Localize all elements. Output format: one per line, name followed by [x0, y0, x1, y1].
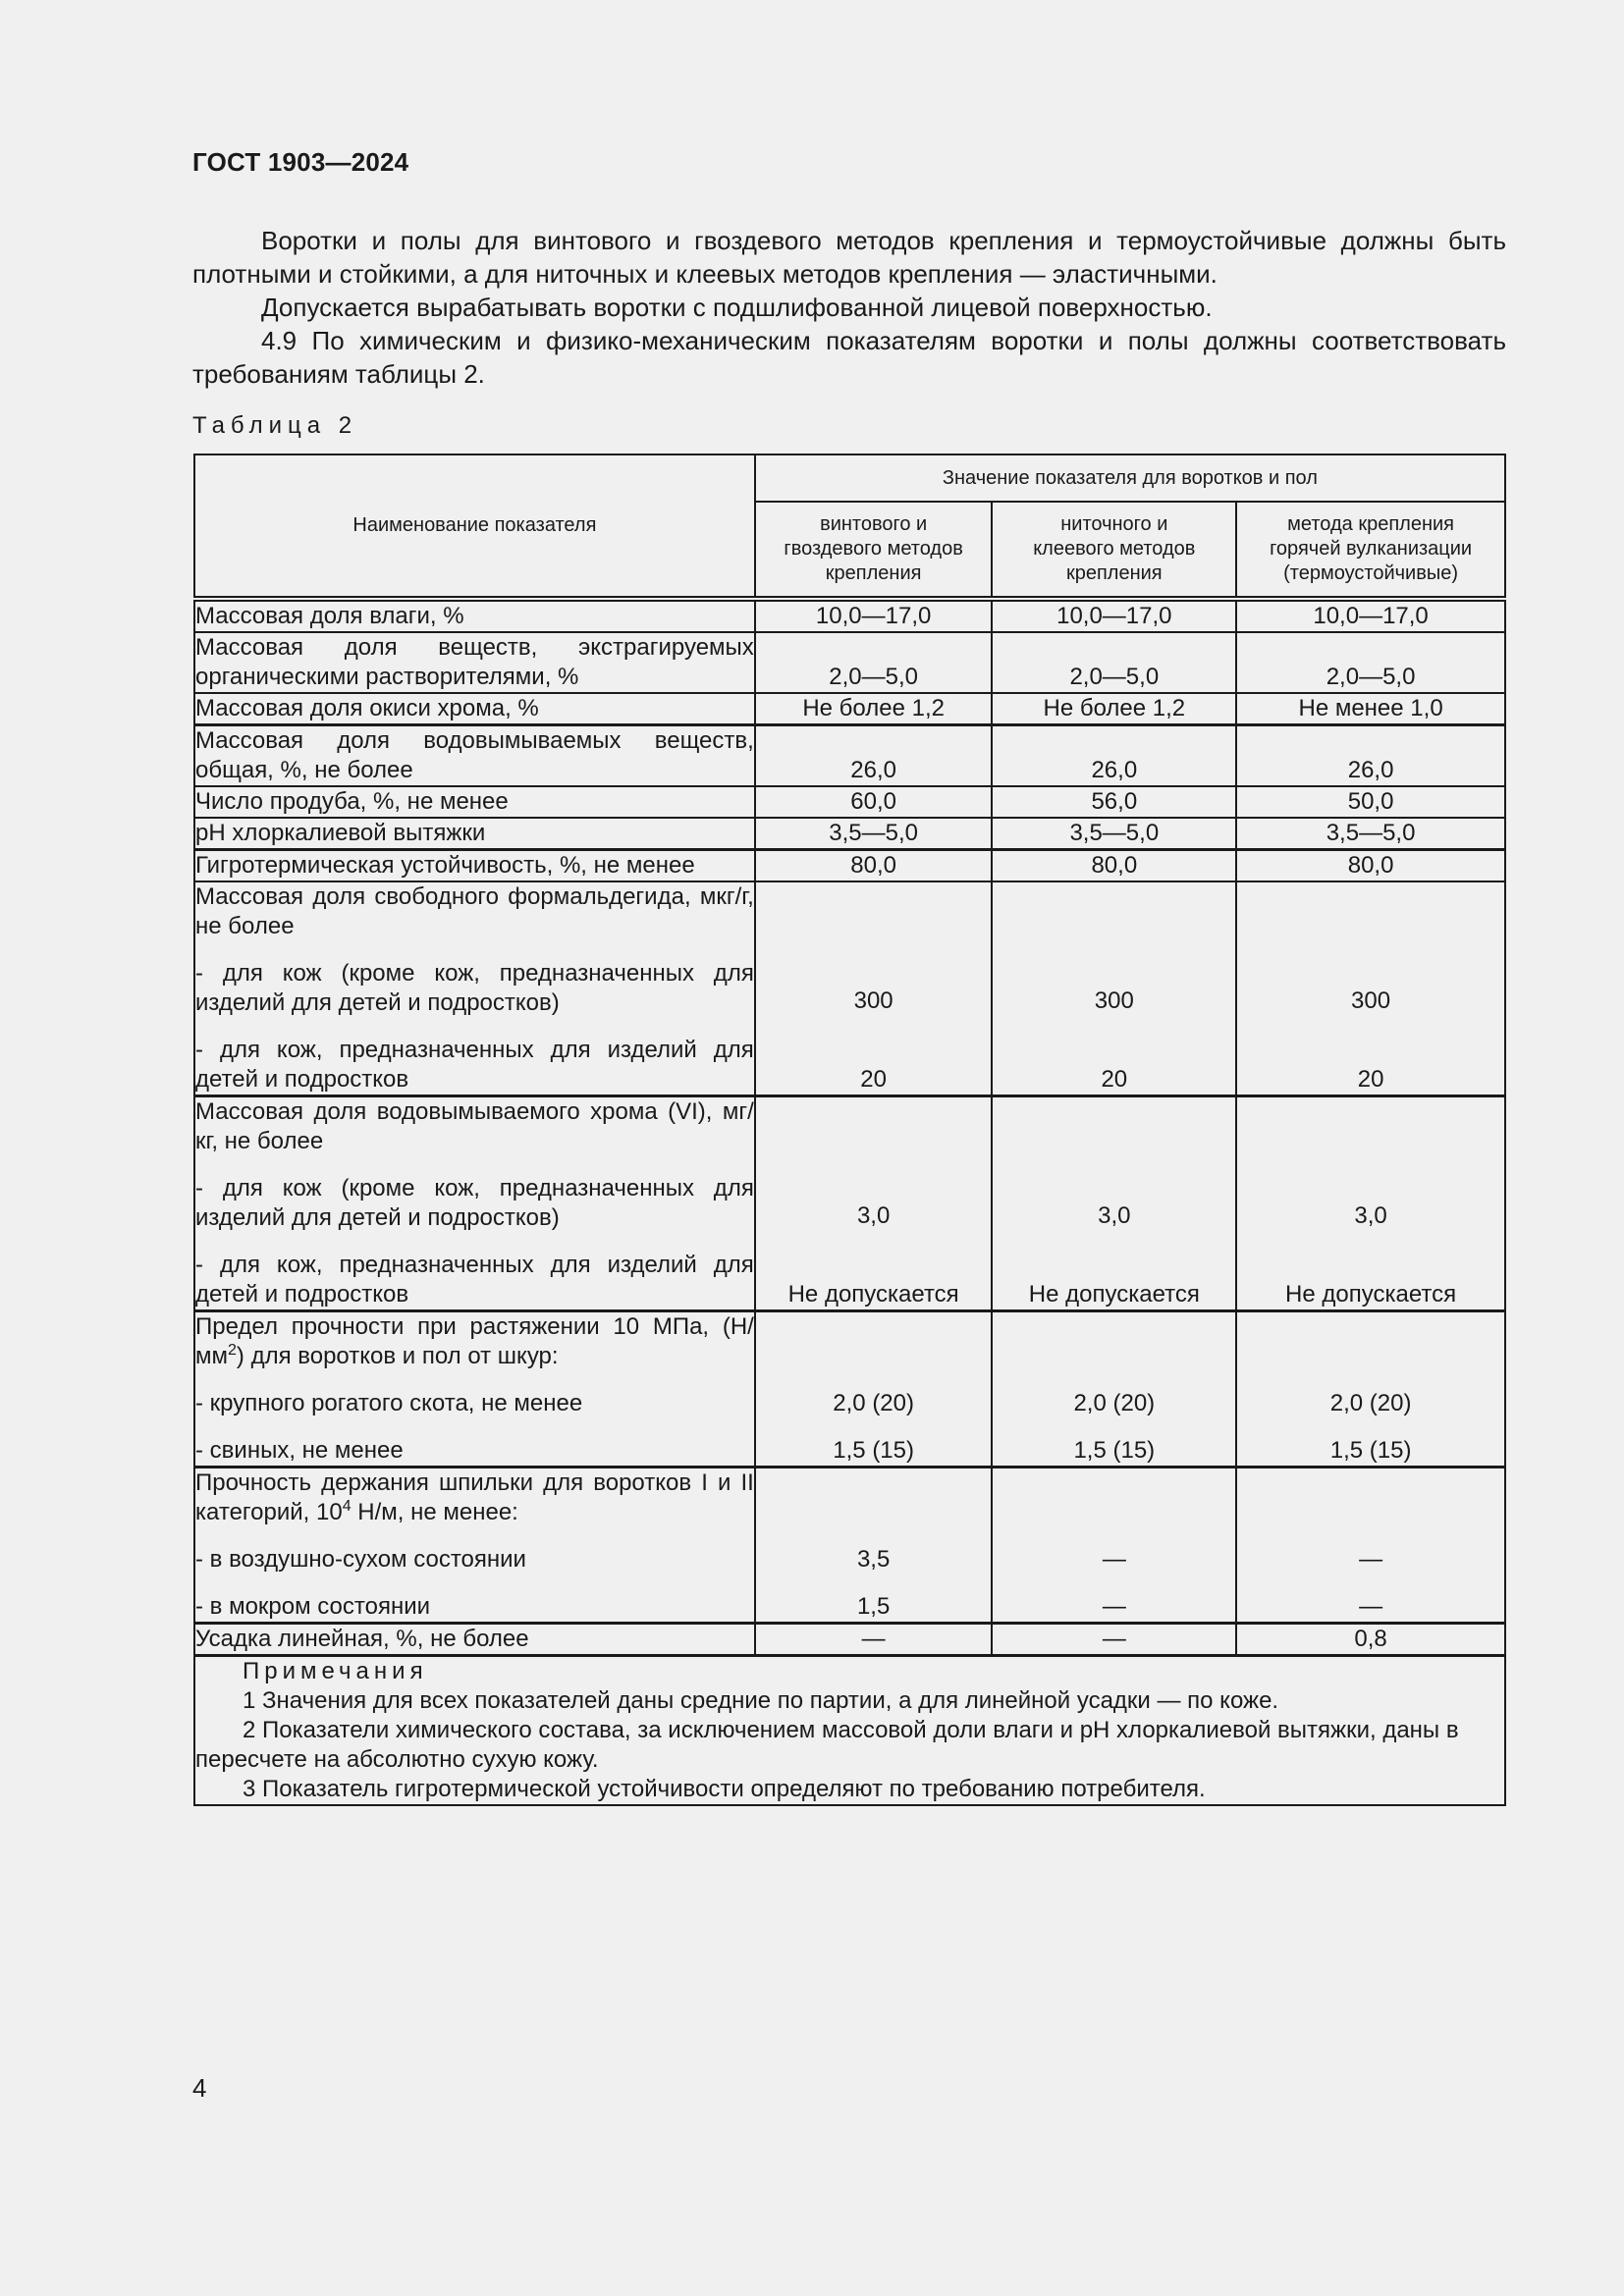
cell-value: 2,0 (20)	[1329, 1390, 1412, 1416]
cell-value: 20	[860, 1066, 887, 1093]
cell-value: Не допускается	[787, 1281, 959, 1308]
row-label-main: Массовая доля свободного формальдегида, мкг/г, не более	[195, 883, 754, 939]
cell-value: 3,0	[1354, 1202, 1387, 1229]
cell-value: 3,5—5,0	[1236, 818, 1505, 850]
cell-value: —	[1102, 1593, 1126, 1620]
table-notes	[194, 1656, 1505, 1806]
row-label: pH хлоркалиевой вытяжки	[194, 818, 755, 850]
cell-value: 3,5—5,0	[992, 818, 1236, 850]
row-label: Число продуба, %, не менее	[194, 786, 755, 818]
row-label: Массовая доля водовымываемых веществ, общая, %, не более	[194, 725, 755, 787]
row-sublabel: - в воздушно-сухом состоянии	[195, 1546, 526, 1573]
table-row	[194, 1624, 1505, 1656]
cell-value-group	[992, 881, 1236, 1096]
column-header-name: Наименование показателя	[194, 454, 755, 599]
cell-value: 80,0	[755, 850, 993, 882]
table-row-tensile	[194, 1311, 1505, 1468]
row-label-main: Массовая доля водовымываемого хрома (VI), мг/кг, не более	[195, 1098, 754, 1154]
body-text	[192, 224, 1506, 391]
cell-value: 3,5	[856, 1546, 891, 1573]
table-row	[194, 632, 1505, 693]
row-sublabel: - для кож (кроме кож, предназначенных для изделий для детей и подростков)	[195, 960, 754, 1016]
cell-value: 20	[1357, 1066, 1384, 1093]
cell-value-group	[755, 881, 993, 1096]
cell-value: —	[992, 1624, 1236, 1656]
cell-value: 1,5 (15)	[833, 1437, 914, 1464]
cell-value: 2,0—5,0	[992, 632, 1236, 693]
table-row	[194, 725, 1505, 787]
table-row-chromium	[194, 1096, 1505, 1311]
cell-value: 10,0—17,0	[755, 599, 993, 632]
superscript: 2	[228, 1342, 237, 1359]
cell-value: 60,0	[755, 786, 993, 818]
cell-value: 50,0	[1236, 786, 1505, 818]
cell-value: 26,0	[1236, 725, 1505, 787]
notes-title: Примечания	[243, 1658, 428, 1684]
cell-value: 300	[1351, 988, 1391, 1014]
cell-value: Не допускается	[1285, 1281, 1457, 1308]
cell-value-group	[755, 1311, 993, 1468]
table-row-formaldehyde	[194, 881, 1505, 1096]
cell-value: —	[1359, 1546, 1383, 1573]
row-label: Массовая доля влаги, %	[194, 599, 755, 632]
row-label-text: Прочность держания шпильки для воротков I и II категорий, 10	[195, 1469, 754, 1525]
cell-value: 20	[1101, 1066, 1128, 1093]
row-sublabel: - в мокром состоянии	[195, 1593, 431, 1620]
row-label-text: Н/м, не менее:	[351, 1499, 518, 1525]
cell-value: Не допускается	[1028, 1281, 1200, 1308]
row-label	[194, 1096, 755, 1311]
paragraph-3: 4.9 По химическим и физико-механическим показателям воротки и полы должны соответствовать требованиям таблицы 2.	[192, 326, 1506, 389]
column-header-screw: винтового и гвоздевого методов крепления	[755, 502, 993, 599]
row-sublabel: - для кож, предназначенных для изделий для детей и подростков	[195, 1037, 754, 1093]
cell-value: 3,0	[1098, 1202, 1131, 1229]
table-row	[194, 818, 1505, 850]
document-header: ГОСТ 1903—2024	[192, 147, 409, 177]
table-row	[194, 599, 1505, 632]
page-number: 4	[192, 2073, 207, 2103]
cell-value: —	[1102, 1546, 1126, 1573]
column-header-vulcanization: метода крепления горячей вулканизации (термоустойчивые)	[1236, 502, 1505, 599]
cell-value: 0,8	[1236, 1624, 1505, 1656]
note-item: 1 Значения для всех показателей даны средние по партии, а для линейной усадки — по коже.	[243, 1687, 1279, 1714]
row-sublabel: - свиных, не менее	[195, 1437, 404, 1464]
superscript: 4	[342, 1498, 352, 1515]
cell-value: —	[1359, 1593, 1383, 1620]
cell-value: 2,0—5,0	[1236, 632, 1505, 693]
cell-value: 10,0—17,0	[1236, 599, 1505, 632]
column-group-header: Значение показателя для воротков и пол	[755, 454, 1505, 502]
row-label	[194, 1468, 755, 1624]
cell-value: 3,5—5,0	[755, 818, 993, 850]
cell-value: 10,0—17,0	[992, 599, 1236, 632]
row-sublabel: - для кож, предназначенных для изделий для детей и подростков	[195, 1252, 754, 1308]
row-sublabel: - для кож (кроме кож, предназначенных для изделий для детей и подростков)	[195, 1175, 754, 1231]
row-label	[194, 1311, 755, 1468]
table-row-pin-holding	[194, 1468, 1505, 1624]
cell-value: 3,0	[856, 1202, 891, 1229]
cell-value: Не более 1,2	[755, 693, 993, 725]
cell-value: 26,0	[755, 725, 993, 787]
cell-value: 1,5 (15)	[1329, 1437, 1412, 1464]
cell-value-group	[1236, 881, 1505, 1096]
cell-value: 300	[853, 988, 893, 1014]
cell-value: 56,0	[992, 786, 1236, 818]
table-caption: Таблица 2	[192, 412, 358, 439]
row-label-main	[195, 1312, 754, 1371]
table-row	[194, 693, 1505, 725]
cell-value-group	[1236, 1468, 1505, 1624]
cell-value: Не более 1,2	[992, 693, 1236, 725]
table-notes-row	[194, 1656, 1505, 1806]
cell-value: 80,0	[1236, 850, 1505, 882]
table-row	[194, 786, 1505, 818]
cell-value-group	[1236, 1311, 1505, 1468]
cell-value-group	[755, 1096, 993, 1311]
cell-value-group	[992, 1311, 1236, 1468]
column-header-thread: ниточного и клеевого методов крепления	[992, 502, 1236, 599]
row-label-text: Предел прочности при растяжении 10 МПа, (Н/мм	[195, 1313, 754, 1369]
row-label: Усадка линейная, %, не более	[194, 1624, 755, 1656]
cell-value: 1,5	[856, 1593, 891, 1620]
cell-value: 2,0 (20)	[1073, 1390, 1156, 1416]
paragraph-2: Допускается вырабатывать воротки с подшлифованной лицевой поверхностью.	[261, 293, 1213, 322]
row-sublabel: - крупного рогатого скота, не менее	[195, 1390, 583, 1416]
row-label-main	[195, 1468, 754, 1527]
cell-value: 300	[1094, 988, 1134, 1014]
row-label: Гигротермическая устойчивость, %, не менее	[194, 850, 755, 882]
row-label-text: ) для воротков и пол от шкур:	[236, 1343, 559, 1369]
paragraph-1: Воротки и полы для винтового и гвоздевого методов крепления и термоустойчивые должны быть плотными и стойкими, а для ниточных и клеевых методов крепления — эластичными.	[192, 226, 1506, 289]
cell-value: 26,0	[992, 725, 1236, 787]
table-row	[194, 850, 1505, 882]
cell-value: 1,5 (15)	[1073, 1437, 1156, 1464]
requirements-table	[193, 454, 1506, 1806]
cell-value-group	[755, 1468, 993, 1624]
cell-value-group	[992, 1468, 1236, 1624]
cell-value-group	[992, 1096, 1236, 1311]
note-item: 3 Показатель гигротермической устойчивости определяют по требованию потребителя.	[243, 1776, 1206, 1802]
row-label: Массовая доля веществ, экстрагируемых органическими растворителями, %	[194, 632, 755, 693]
row-label	[194, 881, 755, 1096]
note-item: 2 Показатели химического состава, за исключением массовой доли влаги и pH хлоркалиевой вытяжки, даны в пересчете на абсолютно сухую кожу.	[195, 1717, 1459, 1773]
cell-value: —	[755, 1624, 993, 1656]
row-label: Массовая доля окиси хрома, %	[194, 693, 755, 725]
cell-value: Не менее 1,0	[1236, 693, 1505, 725]
cell-value: 2,0—5,0	[755, 632, 993, 693]
cell-value: 2,0 (20)	[833, 1390, 914, 1416]
cell-value-group	[1236, 1096, 1505, 1311]
cell-value: 80,0	[992, 850, 1236, 882]
